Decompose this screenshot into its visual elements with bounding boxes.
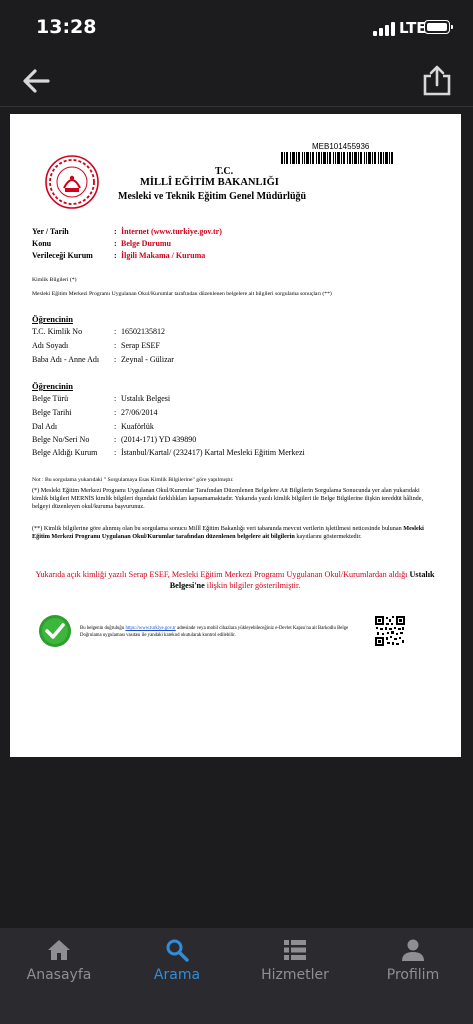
- nav-bar: [0, 56, 473, 107]
- identity-title: Kimlik Bilgileri (*): [32, 277, 77, 283]
- meta-row: Verileceği Kurum : İlgili Makama / Kuruma: [32, 251, 206, 260]
- status-bar: [0, 0, 473, 56]
- student-row: T.C. Kimlik No : 16502135812: [32, 327, 165, 336]
- certificate-row: Belge No/Seri No : (2014-171) YD 439890: [32, 435, 197, 444]
- qr-code-icon: [375, 616, 405, 646]
- document-page: [10, 114, 461, 757]
- tab-label: Arama: [153, 967, 201, 983]
- header-directorate: Mesleki ve Teknik Eğitim Genel Müdürlüğü: [118, 191, 307, 202]
- student-row: Baba Adı - Anne Adı : Zeynal - Gülizar: [32, 355, 174, 364]
- note-mernis: (*) Mesleki Eğitim Merkezi Programı Uygulanan Okul/Kurumlar Tarafından Düzenlenen Belgelere Ait Bilgilerin Sorgulama Sonucunda yer alan yukarıdaki kimlik bilgileri MERNİS kimlik bilgileri dışındaki farklılıkları kapsamamaktadır. Yukarıda yazılı kimlik bilgileri ile Belge Bilgilerine ilişkin tereddüt hâlinde, belgeyi düzenleyen okul/kuruma başvurunuz.: [32, 487, 424, 510]
- student-section-title: Öğrencinin: [32, 314, 73, 324]
- header-ministry: MİLLÎ EĞİTİM BAKANLIĞI: [140, 177, 279, 188]
- status-time: 13:28: [36, 16, 97, 38]
- result-summary: Yukarıda açık kimliği yazılı Serap ESEF, Mesleki Eğitim Merkezi Programı Uygulanan Okul/Kurumlardan aldığı Ustalık Belgesi'ne ilişkin bilgiler gösterilmiştir.: [35, 570, 435, 590]
- tab-profilim[interactable]: [354, 928, 472, 1024]
- certificate-row: Belge Tarihi : 27/06/2014: [32, 408, 158, 417]
- certificate-row: Belge Aldığı Kurum : İstanbul/Kartal/ (232417) Kartal Mesleki Eğitim Merkezi: [32, 448, 305, 457]
- meta-row: Yer / Tarih : İnternet (www.turkiye.gov.tr): [32, 227, 222, 236]
- note-database: (**) Kimlik bilgilerine göre alınmış olan bu sorgulama sonucu Millî Eğitim Bakanlığı veri tabanında mevcut verilerin işletilmesi neticesinde bulunan Mesleki Eğitim Merkezi Programı Uygulanan Okul/Kurumlar tarafından düzenlenen belgelere ait bilgilerin kayıtlarını göstermektedir.: [32, 525, 424, 540]
- person-icon: [401, 938, 425, 962]
- verification-link[interactable]: https://www.turkiye.gov.tr: [125, 626, 176, 631]
- signal-icon: [373, 22, 395, 36]
- tab-hizmetler[interactable]: [236, 928, 354, 1024]
- tab-label: Anasayfa: [26, 967, 92, 983]
- share-icon[interactable]: [422, 64, 452, 96]
- tab-bar: [0, 928, 473, 1024]
- barcode-icon: [281, 152, 393, 164]
- back-arrow-icon[interactable]: [22, 68, 50, 94]
- tab-label: Profilim: [386, 967, 440, 983]
- verified-check-icon: [38, 614, 72, 648]
- search-icon: [165, 938, 189, 962]
- note-query: Not : Bu sorgulama yukarıdaki " Sorgulamaya Esas Kimlik Bilgilerine" göre yapılmıştır.: [32, 477, 234, 483]
- home-icon: [47, 938, 71, 962]
- battery-icon: [424, 20, 450, 34]
- ministry-logo-icon: [44, 154, 100, 210]
- header-tc: T.C.: [215, 166, 234, 177]
- certificate-row: Dal Adı : Kuaförlük: [32, 422, 154, 431]
- list-icon: [283, 938, 307, 962]
- student-row: Adı Soyadı : Serap ESEF: [32, 341, 160, 350]
- network-type: LTE: [399, 19, 427, 37]
- certificate-row: Belge Türü : Ustalık Belgesi: [32, 394, 171, 403]
- meta-row: Konu : Belge Durumu: [32, 239, 171, 248]
- document-code: MEB101455936: [312, 142, 370, 151]
- identity-description: Mesleki Eğitim Merkezi Programı Uygulanan Okul/Kurumlar tarafından düzenlenen belgelere ait bilgileri sorgulama sonuçları (**): [32, 291, 332, 297]
- tab-label: Hizmetler: [261, 967, 329, 983]
- certificate-section-title: Öğrencinin: [32, 381, 73, 391]
- tab-arama[interactable]: [118, 928, 236, 1024]
- verification-text: Bu belgenin doğruluğu https://www.turkiye.gov.tr adresinde veya mobil cihazlara yükleyebileceğiniz e-Devlet Kapısı'na ait Barkodlu Belge Doğrulama uygulaması vasıtası ile yandaki karekod okutularak kontrol edilebilir.: [80, 626, 349, 638]
- tab-anasayfa[interactable]: [0, 928, 118, 1024]
